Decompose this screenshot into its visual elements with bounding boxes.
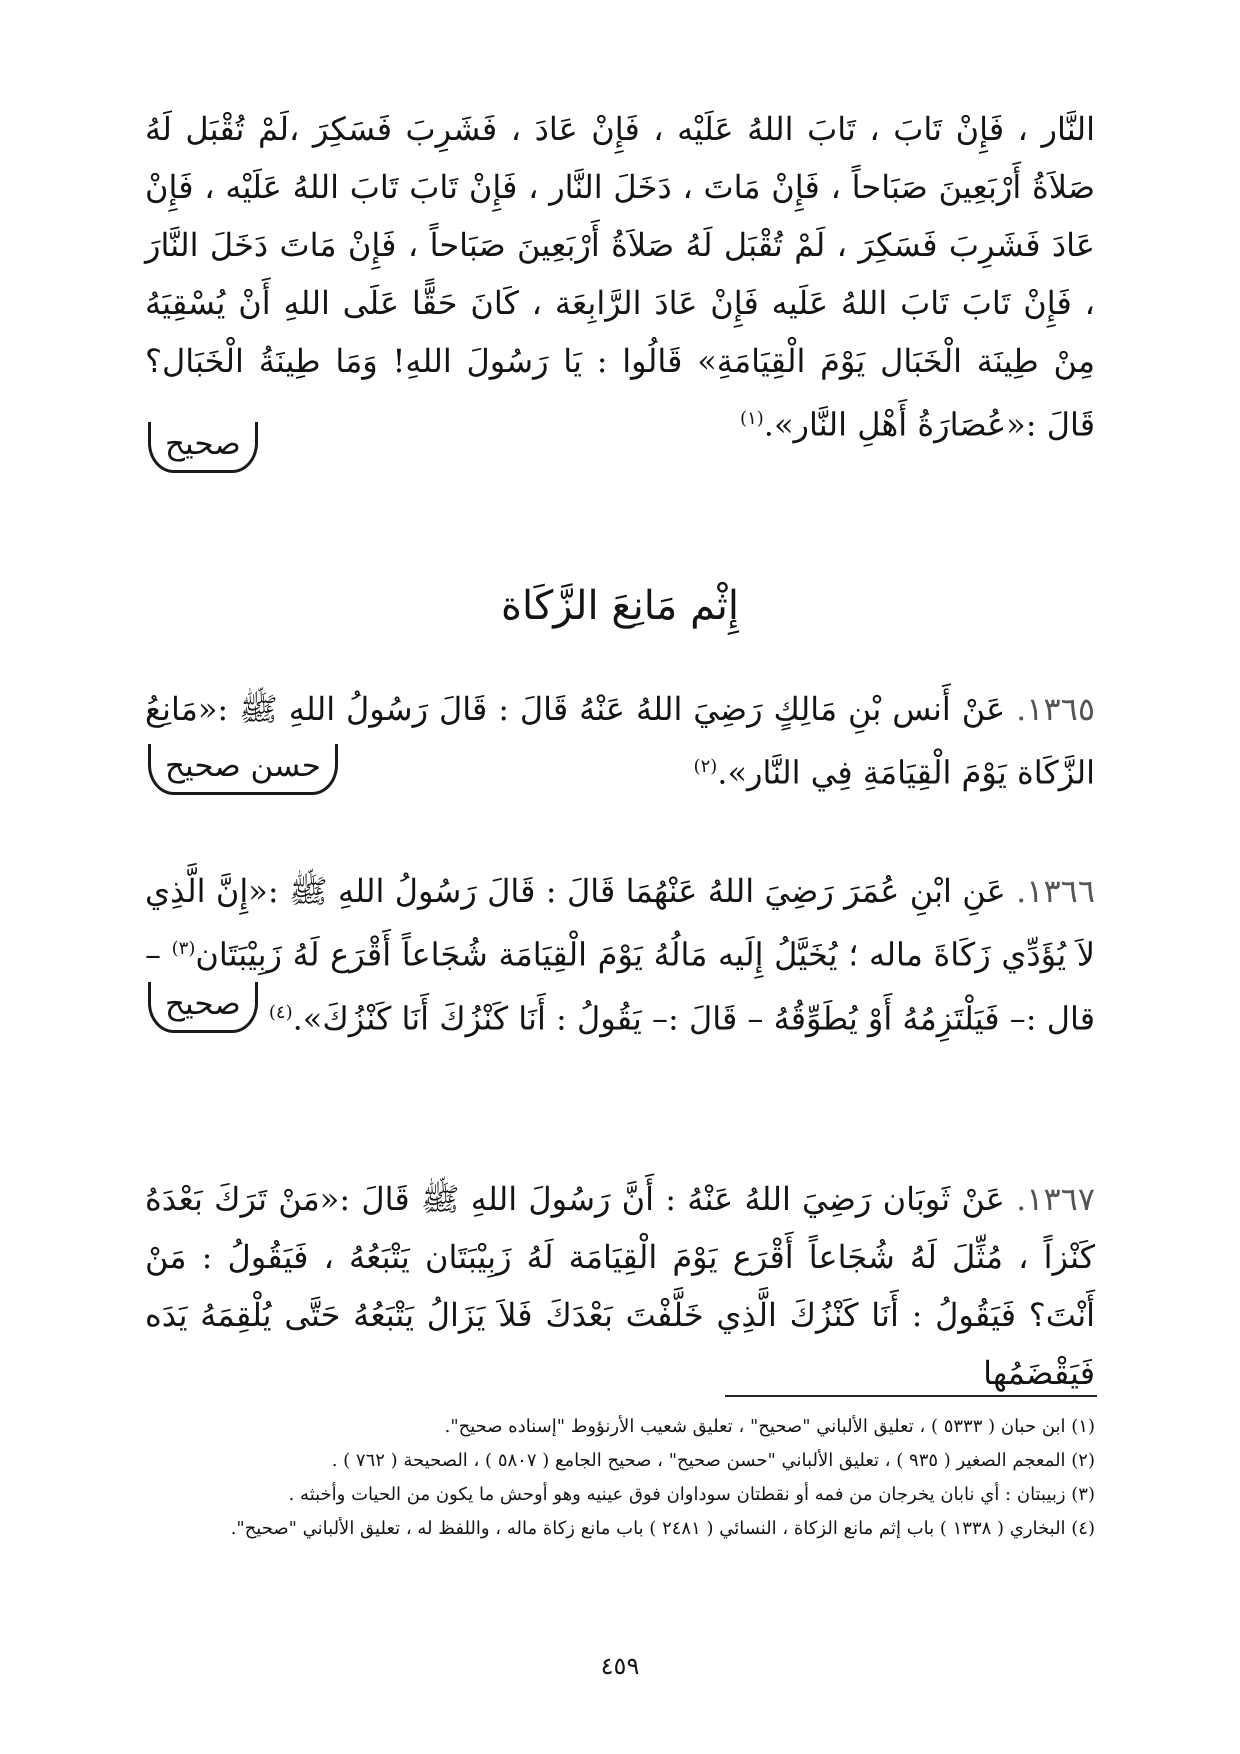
footnote-1: (١) ابن حبان ( ٥٣٣٣ ) ، تعليق الألباني "صحيح" ، تعليق شعيب الأرنؤوط "إسناده صحيح". (444, 1416, 1095, 1437)
page-number: ٤٥٩ (600, 1652, 640, 1680)
hadith-number: ١٣٦٦. (1016, 872, 1096, 910)
footnote-ref: (١) (740, 408, 764, 429)
hadith-1366 (145, 862, 1095, 1047)
footnotes (145, 1410, 1095, 1546)
hadith-continuation-text: النَّار ، فَإِنْ تَابَ ، تَابَ اللهُ عَلَيْه ، فَإِنْ عَادَ ، فَشَرِبَ فَسَكِرَ ،لَمْ تُقْبَل لَهُ صَلاَةُ أَرْبَعِينَ صَبَاحاً ، فَإِنْ مَاتَ ، دَخَلَ النَّار ، فَإِنْ تَابَ تَابَ اللهُ عَلَيْه ، فَإِنْ عَادَ فَشَرِبَ فَسَكِرَ ، لَمْ تُقْبَل لَهُ صَلاَةُ أَرْبَعِينَ صَبَاحاً ، فَإِنْ مَاتَ دَخَلَ النَّارَ ، فَإِنْ تَابَ تَابَ اللهُ عَلَيه فَإِنْ عَادَ الرَّابِعَة ، كَانَ حَقًّا عَلَى اللهِ أَنْ يُسْقِيَهُ مِنْ طِينَة الْخَبَال يَوْمَ الْقِيَامَةِ» قَالُوا : يَا رَسُولَ اللهِ! وَمَا طِينَةُ الْخَبَال؟ قَالَ :«عُصَارَةُ أَهْلِ النَّار». (145, 110, 1096, 444)
section-title: إِثْم مَانِعَ الزَّكَاة (501, 583, 739, 629)
footnote-ref: (٣) (171, 938, 196, 959)
hadith-1367 (145, 1170, 1095, 1402)
footnote-3: (٣) زبيبتان : أي نابان يخرجان من فمه أو نقطتان سوداوان فوق عينيه وهو أوحش ما يكون من الحيات وأخبثه . (288, 1484, 1095, 1505)
footnote-ref: (٤) (268, 1001, 293, 1023)
hadith-number: ١٣٦٥. (1016, 690, 1095, 728)
hadith-text: عَنْ أَنس بْنِ مَالِكٍ رَضِيَ اللهُ عَنْهُ قَالَ : قَالَ رَسُولُ اللهِ ﷺ :«مَانِعُ الزَّكَاة يَوْمَ الْقِيَامَةِ فِي النَّار». (145, 690, 1095, 792)
footnote-4: (٤) البخاري ( ١٣٣٨ ) باب إثم مانع الزكاة ، النسائي ( ٢٤٨١ ) باب مانع زكاة ماله ، واللفظ له ، تعليق الألباني "صحيح". (230, 1518, 1095, 1539)
hadith-text: عَنِ ابْنِ عُمَرَ رَضِيَ اللهُ عَنْهُمَا قَالَ : قَالَ رَسُولُ اللهِ ﷺ :«إِنَّ الَّذِي لاَ يُؤَدِّي زَكَاةَ ماله ؛ يُخَيَّلُ إِلَيه مَالُهُ يَوْمَ الْقِيَامَة شُجَاعاً أَقْرَع لَهُ زَبِيْبَتَان (145, 872, 1096, 974)
footnote-divider (725, 1395, 1097, 1397)
grade-badge (148, 744, 338, 795)
grade-badge (148, 422, 258, 473)
grade-text: حسن صحيح (165, 748, 321, 784)
footnote-ref: (٢) (693, 756, 718, 777)
hadith-text-continued: – قال :– فَيَلْتَزِمُهُ أَوْ يُطَوِّقُهُ – قَالَ :– يَقُولُ : أَنَا كَنْزُكَ أَنَا كَنْزُكَ». (145, 935, 1095, 1038)
grade-badge (148, 982, 258, 1033)
hadith-text: عَنْ ثَوبَان رَضِيَ اللهُ عَنْهُ : أَنَّ رَسُولَ اللهِ ﷺ قَالَ :«مَنْ تَرَكَ بَعْدَهُ كَنْزاً ، مُثِّلَ لَهُ شُجَاعاً أَقْرَع يَوْمَ الْقِيَامَة لَهُ زَبِيْبَتَان يَتْبَعُهُ ، فَيَقُولُ : مَنْ أَنْتَ؟ فَيَقُولُ : أَنَا كَنْزُكَ الَّذِي خَلَّفْتَ بَعْدَكَ فَلاَ يَزَالُ يَتْبَعُهُ حَتَّى يُلْقِمَهُ يَدَه فَيَقْضَمُها (145, 1180, 1096, 1392)
hadith-number: ١٣٦٧. (1016, 1180, 1096, 1218)
grade-text: صحيح (165, 986, 241, 1022)
footnote-2: (٢) المعجم الصغير ( ٩٣٥ ) ، تعليق الألباني "حسن صحيح" ، صحيح الجامع ( ٥٨٠٧ ) ، الصحيحة ( ٧٦٢ ) . (331, 1450, 1095, 1471)
grade-text: صحيح (165, 426, 241, 462)
hadith-continuation (145, 100, 1095, 454)
